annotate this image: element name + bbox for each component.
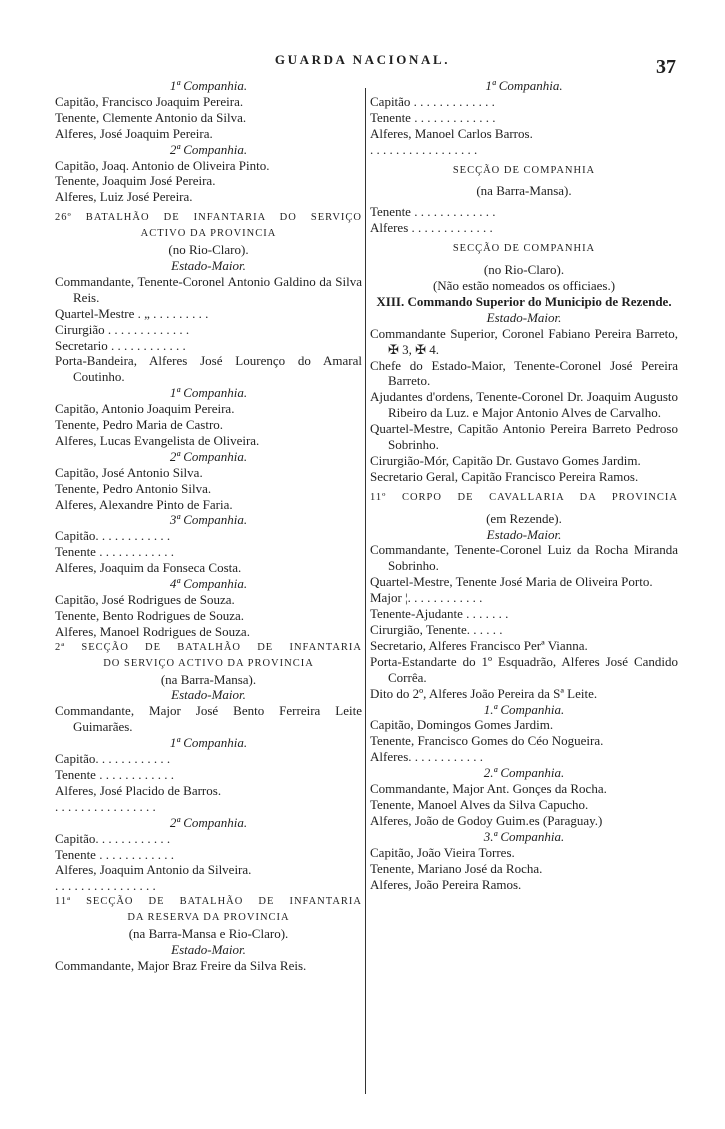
entry-line: Alferes, José Joaquim Pereira.	[55, 125, 213, 141]
entry-line: Dito do 2º, Alferes João Pereira da Sª Leite.	[370, 685, 598, 701]
company-heading: 2ª Companhia.	[169, 141, 248, 157]
page-number: 37	[656, 56, 676, 78]
entry-line: Commandante, Major Ant. Gonçes da Rocha.	[370, 781, 607, 797]
entry-line: Ajudantes d'ordens, Tenente-Coronel Dr. Joaquim Augusto Ribeiro da Luz. e Major Antonio Alves de Carvalho.	[370, 389, 678, 421]
running-head	[0, 52, 725, 68]
entry-line: Tenente, Joaquim José Pereira.	[55, 173, 216, 189]
location-line: (na Barra-Mansa).	[160, 671, 257, 687]
entry-line: Major ¦. . . . . . . . . . . .	[370, 590, 483, 606]
entry-line: Alferes, Manoel Rodrigues de Souza.	[55, 623, 250, 639]
section-heading: 11ª SECÇÃO DE BATALHÃO DE INFANTARIA	[55, 896, 362, 908]
location-line: (na Barra-Mansa).	[476, 183, 572, 199]
section-heading: SECÇÃO DE COMPANHIA	[452, 243, 596, 255]
company-heading: 1ª Companhia.	[169, 385, 248, 401]
entry-line: Porta-Bandeira, Alferes José Lourenço do Amaral Coutinho.	[55, 353, 362, 385]
dotted-line: . . . . . . . . . . . . . . . .	[55, 878, 156, 894]
section-heading: DA RESERVA DA PROVINCIA	[127, 912, 290, 924]
location-line: (no Rio-Claro).	[483, 262, 565, 278]
command-heading: XIII. Commando Superior do Municipio de Rezende.	[376, 293, 672, 309]
battalion-heading: ACTIVO DA PROVINCIA	[140, 228, 277, 240]
entry-line: Commandante, Tenente-Coronel Luiz da Rocha Miranda Sobrinho.	[370, 542, 678, 574]
entry-line: Alferes. . . . . . . . . . . .	[370, 749, 484, 765]
entry-line: Quartel-Mestre . „ . . . . . . . . .	[55, 305, 209, 321]
entry-line: Capitão . . . . . . . . . . . . .	[370, 93, 495, 109]
entry-line: Tenente-Ajudante . . . . . . .	[370, 606, 509, 622]
entry-line: Capitão, José Rodrigues de Souza.	[55, 592, 235, 607]
company-heading: 1ª Companhia.	[485, 78, 563, 93]
page-title: GUARDA NACIONAL.	[274, 52, 451, 67]
company-heading: 2ª Companhia.	[169, 814, 248, 830]
entry-line: Capitão, Francisco Joaquim Pereira.	[55, 93, 244, 109]
entry-line: Commandante, Major Braz Freire da Silva Reis.	[55, 957, 307, 973]
section-heading: SECÇÃO DE COMPANHIA	[452, 164, 596, 176]
entry-line: Chefe do Estado-Maior, Tenente-Coronel José Pereira Barreto.	[370, 357, 678, 389]
dotted-line: . . . . . . . . . . . . . . . .	[55, 798, 156, 814]
location-line: (no Rio-Claro).	[168, 242, 249, 258]
entry-line: Alferes, João Pereira Ramos.	[370, 876, 522, 892]
entry-line: Secretario Geral, Capitão Francisco Pereira Ramos.	[370, 468, 639, 484]
entry-line: Capitão, Antonio Joaquim Pereira.	[55, 401, 235, 417]
entry-line: Alferes, João de Godoy Guim.es (Paraguay.)	[370, 812, 603, 828]
staff-heading: Estado-Maior.	[486, 526, 562, 542]
entry-line: Quartel-Mestre, Capitão Antonio Pereira Barreto Pedroso Sobrinho.	[370, 421, 678, 453]
company-heading: 2.ª Companhia.	[483, 765, 565, 781]
company-heading: 4ª Companhia.	[169, 576, 248, 592]
entry-line: Tenente, Pedro Antonio Silva.	[55, 480, 212, 496]
entry-line: Capitão. . . . . . . . . . . .	[55, 830, 171, 846]
entry-line: Capitão, Joaq. Antonio de Oliveira Pinto.	[55, 157, 270, 173]
corps-heading: 11º CORPO DE CAVALLARIA DA PROVINCIA	[370, 491, 678, 503]
staff-heading: Estado-Maior.	[171, 941, 246, 957]
entry-line: Alferes, Luiz José Pereira.	[55, 189, 193, 205]
note-line: (Não estão nomeados os officiaes.)	[432, 277, 616, 293]
entry-line: Tenente . . . . . . . . . . . . .	[370, 204, 496, 220]
entry-line: Alferes, Alexandre Pinto de Faria.	[55, 496, 233, 512]
entry-line: Alferes, Manoel Carlos Barros.	[370, 125, 533, 141]
entry-line: Alferes, Lucas Evangelista de Oliveira.	[55, 432, 260, 448]
entry-line: Capitão, José Antonio Silva.	[55, 464, 203, 480]
company-heading: 1.ª Companhia.	[483, 701, 565, 717]
entry-line: Capitão. . . . . . . . . . . .	[55, 751, 171, 767]
entry-line: Porta-Estandarte do 1º Esquadrão, Alferes José Candido Corrêa.	[370, 653, 678, 685]
right-column	[370, 78, 678, 892]
company-heading: 3.ª Companhia.	[483, 828, 565, 844]
entry-line: Capitão, Domingos Gomes Jardim.	[370, 717, 554, 733]
company-heading: 2ª Companhia.	[169, 448, 248, 464]
entry-line: Tenente, Pedro Maria de Castro.	[55, 417, 224, 433]
location-line: (na Barra-Mansa e Rio-Claro).	[128, 926, 289, 942]
entry-line: Alferes . . . . . . . . . . . . .	[370, 220, 493, 236]
staff-heading: Estado-Maior.	[486, 309, 562, 325]
entry-line: Tenente, Francisco Gomes do Céo Nogueira.	[370, 733, 604, 749]
entry-line: Secretario, Alferes Francisco Perª Vianna.	[370, 637, 588, 653]
entry-line: Capitão. . . . . . . . . . . .	[55, 528, 171, 544]
section-heading: DO SERVIÇO ACTIVO DA PROVINCIA	[103, 657, 314, 669]
entry-line: Tenente . . . . . . . . . . . .	[55, 544, 174, 560]
company-heading: 1ª Companhia.	[169, 78, 248, 93]
location-line: (em Rezende).	[486, 510, 562, 526]
entry-line: Cirurgião, Tenente. . . . . .	[370, 622, 503, 637]
company-heading: 1ª Companhia.	[169, 735, 248, 751]
entry-line: Commandante Superior, Coronel Fabiano Pereira Barreto, ✠ 3, ✠ 4.	[370, 325, 678, 357]
staff-heading: Estado-Maior.	[171, 257, 246, 273]
entry-line: Tenente . . . . . . . . . . . .	[55, 846, 174, 862]
battalion-heading: 26º BATALHÃO DE INFANTARIA DO SERVIÇO	[55, 212, 362, 224]
entry-line: Capitão, João Vieira Torres.	[370, 844, 515, 860]
section-heading: 2ª SECÇÃO DE BATALHÃO DE INFANTARIA	[55, 641, 362, 653]
entry-line: Tenente . . . . . . . . . . . .	[55, 766, 174, 782]
entry-line: Cirurgião-Mór, Capitão Dr. Gustavo Gomes Jardim.	[370, 452, 641, 468]
entry-line: Commandante, Tenente-Coronel Antonio Galdino da Silva Reis.	[55, 273, 362, 305]
entry-line: Alferes, Joaquim Antonio da Silveira.	[55, 862, 252, 878]
entry-line: Cirurgião . . . . . . . . . . . . .	[55, 321, 190, 337]
entry-line: Tenente, Mariano José da Rocha.	[370, 860, 543, 876]
entry-line: Tenente, Bento Rodrigues de Souza.	[55, 607, 244, 623]
entry-line: Alferes, José Placido de Barros.	[55, 782, 222, 798]
entry-line: Tenente, Manoel Alves da Silva Capucho.	[370, 796, 589, 812]
entry-line: Tenente . . . . . . . . . . . . .	[370, 109, 496, 125]
dotted-line: . . . . . . . . . . . . . . . . .	[370, 141, 478, 157]
staff-heading: Estado-Maior.	[171, 687, 246, 703]
left-column	[55, 78, 362, 974]
company-heading: 3ª Companhia.	[169, 512, 248, 528]
column-divider	[365, 88, 366, 1094]
entry-line: Secretario . . . . . . . . . . . .	[55, 337, 186, 353]
entry-line: Commandante, Major José Bento Ferreira Leite Guimarães.	[55, 703, 362, 735]
entry-line: Alferes, Joaquim da Fonseca Costa.	[55, 560, 242, 576]
entry-line: Quartel-Mestre, Tenente José Maria de Oliveira Porto.	[370, 574, 653, 590]
entry-line: Tenente, Clemente Antonio da Silva.	[55, 109, 247, 125]
